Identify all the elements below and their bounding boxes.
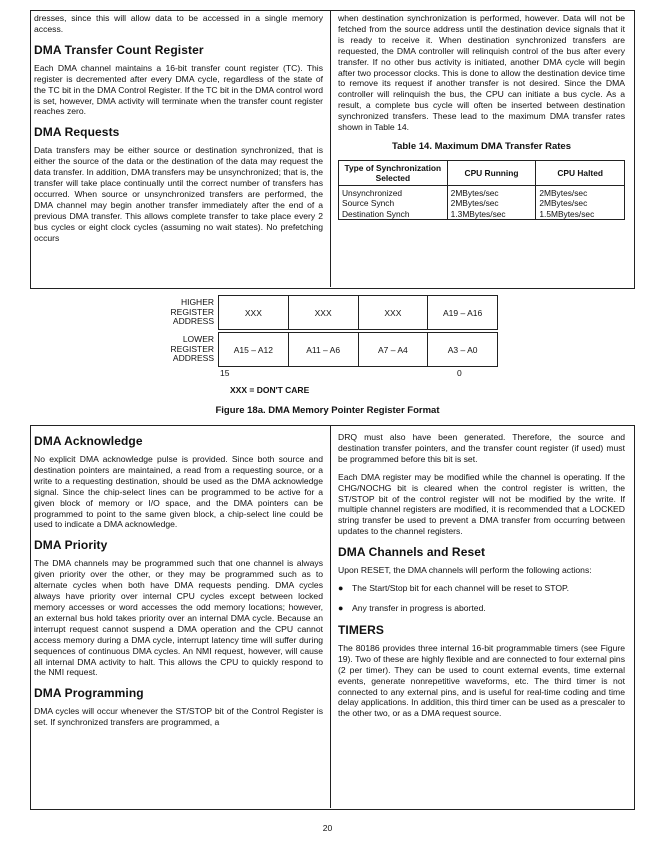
list-item-text: The Start/Stop bit for each channel will be reset to STOP. (352, 583, 570, 594)
table-14-title: Table 14. Maximum DMA Transfer Rates (392, 140, 571, 152)
table-cell: 2MBytes/sec (536, 198, 625, 209)
table-header-cell: Type of Synchronization Selected (339, 160, 448, 185)
bottom-right-column (338, 432, 625, 726)
list-item (338, 603, 625, 614)
table-row (339, 209, 625, 220)
bottom-left-column (34, 430, 323, 735)
heading-dma-requests: DMA Requests (34, 125, 120, 140)
higher-register-label: HIGHER REGISTER ADDRESS (170, 297, 214, 326)
dma-acknowledge-paragraph: No explicit DMA acknowledge pulse is provided. Since both source and destination pointers are maintained, a read from a requesting source, or a write to a requesting destination, should be used as the DMA acknowledge signal. Since the chip-select lines can be programmed to be active for a given block of memory or I/O space, and the DMA pointers can be programmed to point to the same given block, a chip-select line could be used to indicate a DMA acknowledge. (34, 454, 323, 530)
list-item-text: Any transfer in progress is aborted. (352, 602, 486, 613)
register-cell: XXX (359, 296, 429, 329)
table-cell: 2MBytes/sec (447, 198, 536, 209)
heading-channels-reset: DMA Channels and Reset (338, 545, 486, 560)
transfer-count-paragraph: Each DMA channel maintains a 16-bit transfer count register (TC). This register is decremented after every DMA cycle, regardless of the state of the TC bit in the DMA Control Register. If the TC bit in the DMA control word is set, however, DMA activity will terminate when the transfer count register reaches zero. (34, 62, 323, 117)
table-header-cell: CPU Running (447, 160, 536, 185)
register-cell: XXX (219, 296, 289, 329)
register-cell: XXX (289, 296, 359, 329)
heading-dma-programming: DMA Programming (34, 686, 144, 701)
table-cell: 1.5MBytes/sec (536, 209, 625, 220)
top-column-divider (330, 10, 331, 287)
figure-18a-caption: Figure 18a. DMA Memory Pointer Register Format (215, 405, 440, 416)
heading-timers: TIMERS (338, 622, 384, 637)
register-modify-paragraph: Each DMA register may be modified while the channel is operating. If the CHG/NOCHG bit is cleared when the control register is written, the ST/STOP bit of the control register will not be modified by the write. If multiple channel registers are modified, it is recommended that a LOCKED string transfer be used to prevent a DMA transfer from occurring between updates to the channel registers. (338, 471, 625, 537)
heading-dma-priority: DMA Priority (34, 538, 108, 553)
bottom-column-divider (330, 425, 331, 808)
bullet-icon: ● (338, 583, 344, 594)
list-item (338, 583, 625, 594)
table-cell: Source Synch (339, 198, 448, 209)
drq-paragraph: DRQ must also have been generated. Therefore, the source and destination transfer pointers, and the transfer count register (if used) must be programmed before this bit is set. (338, 432, 625, 464)
higher-register-row (218, 295, 498, 330)
table-cell: 2MBytes/sec (447, 185, 536, 198)
lower-register-row (218, 332, 498, 367)
register-cell: A11 – A6 (289, 333, 359, 366)
bullet-icon: ● (338, 602, 344, 613)
register-cell: A19 – A16 (443, 307, 483, 318)
bit-15-label: 15 (220, 368, 230, 378)
table-row (339, 198, 625, 209)
register-cell: A15 – A12 (219, 333, 289, 366)
register-cell: A3 – A0 (447, 344, 478, 355)
table-cell: Destination Synch (339, 209, 448, 220)
table-cell: 1.3MBytes/sec (447, 209, 536, 220)
table-cell: 2MBytes/sec (536, 185, 625, 198)
continuation-paragraph: dresses, since this will allow data to be accessed in a single memory access. (34, 13, 323, 34)
page-number: 20 (322, 823, 333, 833)
bit-0-label: 0 (457, 368, 462, 378)
dont-care-note: XXX = DON'T CARE (230, 385, 310, 395)
dma-programming-paragraph: DMA cycles will occur whenever the ST/STOP bit of the Control Register is set. If synchronized transfers are programmed, a (34, 706, 323, 728)
reset-paragraph: Upon RESET, the DMA channels will perform the following actions: (338, 565, 592, 576)
lower-register-label: LOWER REGISTER ADDRESS (170, 334, 214, 363)
table-14 (338, 160, 625, 221)
dma-priority-paragraph: The DMA channels may be programmed such that one channel is always given priority over the other, or they may be programmed such as to alternate cycles when both have DMA requests pending. DMA cycles always have priority over internal CPU cycles except between locked memory accesses or word accesses the odd memory locations; however, an external bus hold takes priority over an internal DMA cycle. Because an interrupt request cannot suspend a DMA operation and the CPU cannot access memory during a DMA cycle, interrupt latency time will suffer during sequences of continuous DMA cycles. An NMI request, however, will cause all internal DMA activity to halt. This allows the CPU to quickly respond to the NMI request. (34, 558, 323, 678)
reset-actions-list (338, 583, 625, 614)
top-left-column (34, 13, 323, 251)
heading-dma-acknowledge: DMA Acknowledge (34, 434, 143, 448)
sync-paragraph: when destination synchronization is performed, however. Data will not be fetched from the source address until the destination device signals that it is ready to receive it. When destination synchronized transfers are requested, the DMA controller will relinquish control of the bus after every transfer. If no other bus activity is initiated, another DMA cycle will begin after two processor clocks. This is done to allow the destination device time to remove its request if another transfer is not desired. Since the DMA controller will relinquish the bus, the CPU can initiate a bus cycle. As a result, a complete bus cycle will often be inserted between destination synchronized transfers. These lead to the maximum DMA transfer rates shown in Table 14. (338, 13, 625, 133)
top-right-column (338, 13, 625, 220)
register-cell: A7 – A4 (359, 333, 429, 366)
table-header-cell: CPU Halted (536, 160, 625, 185)
timers-paragraph: The 80186 provides three internal 16-bit programmable timers (see Figure 19). Two of these are highly flexible and are connected to four external pins (2 per timer). They can be used to count external events, time external events, generate nonrepetitive waveforms, etc. The third timer is not connected to any external pins, and is useful for real-time coding and time delay applications. In addition, this third timer can be used as a prescaler to the other two, or as a DMA request source. (338, 642, 625, 719)
table-header-row (339, 160, 625, 185)
table-cell: Unsynchronized (339, 185, 448, 198)
heading-transfer-count: DMA Transfer Count Register (34, 42, 204, 57)
dma-requests-paragraph: Data transfers may be either source or destination synchronized, that is either the source of the data or the destination of the data may request the data transfer. In addition, DMA transfers may be unsynchronized; that is, the transfer will take place continually until the correct number of transfers has occurred. When source or unsynchronized transfers are performed, the DMA channel may begin another transfer immediately after the end of a previous DMA transfer. This allows complete transfer to take place every 2 bus cycles or eight clock cycles (assuming no wait states). No prefetching occurs (34, 145, 323, 243)
table-row (339, 185, 625, 198)
